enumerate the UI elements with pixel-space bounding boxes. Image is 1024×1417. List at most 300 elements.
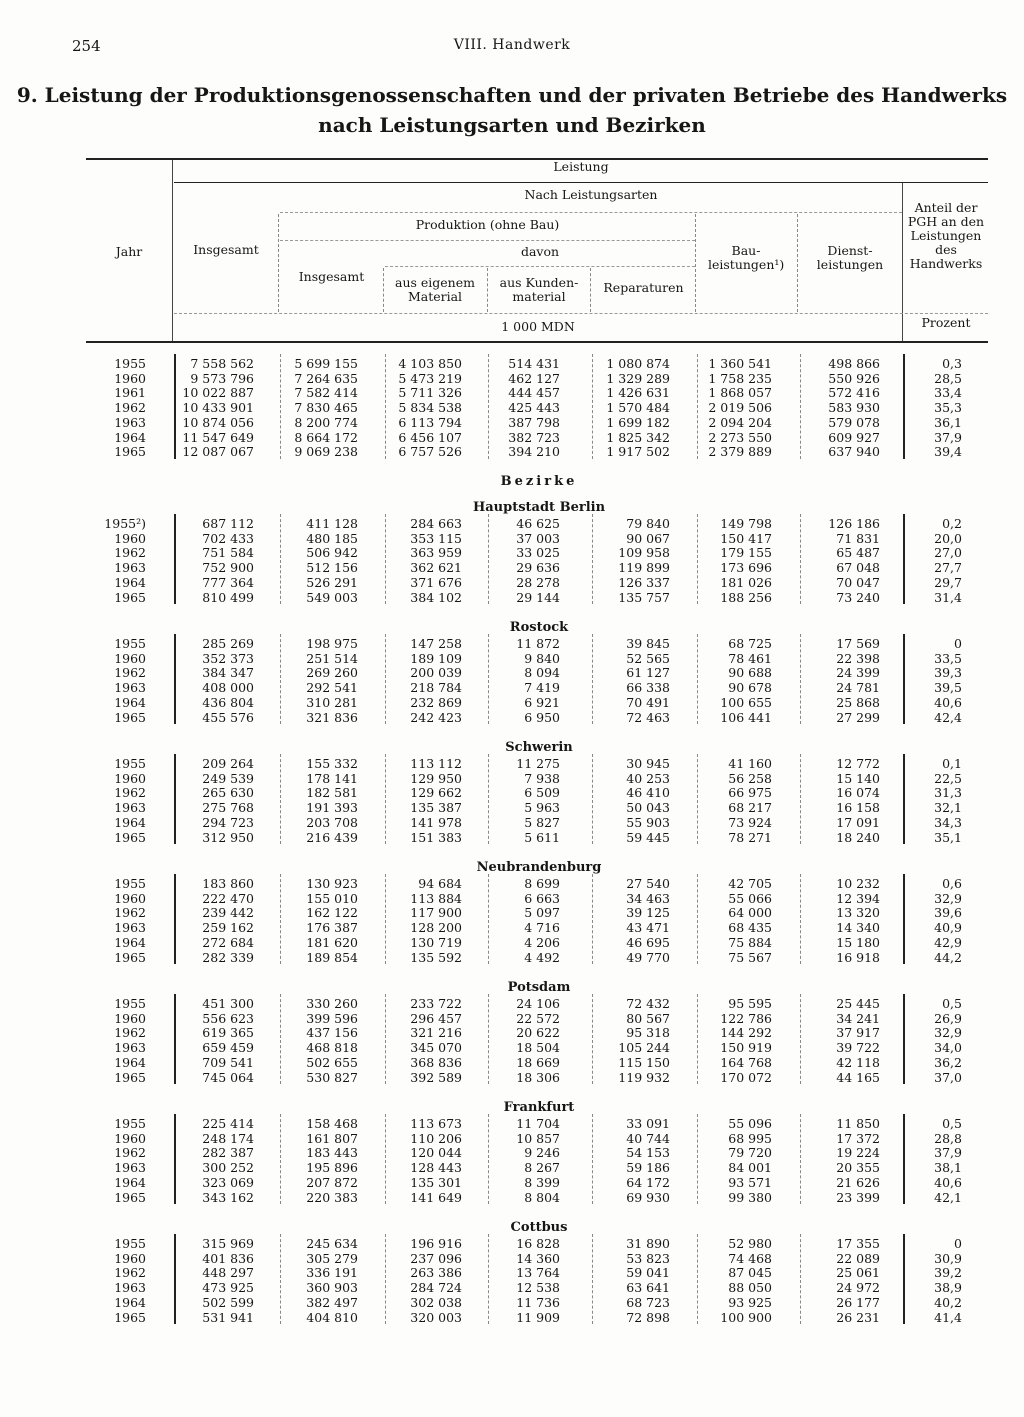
cell-reparaturen: 53 823 [626,1250,670,1266]
table-row [0,921,1024,935]
cell-kunden-material: 11 736 [516,1294,560,1310]
cell-prod-insgesamt: 310 281 [306,694,358,710]
cell-reparaturen: 46 695 [626,934,670,950]
cell-kunden-material: 9 840 [524,650,560,666]
header-divider-year [172,160,173,341]
cell-dienstleistungen: 70 047 [836,574,880,590]
table-row [0,517,1024,531]
cell-bauleistungen: 93 925 [728,1294,772,1310]
cell-reparaturen: 80 567 [626,1010,670,1026]
cell-anteil-pgh: 39,2 [934,1265,962,1281]
cell-year: 1963 [114,560,146,576]
cell-dienstleistungen: 18 240 [836,829,880,845]
cell-prod-insgesamt: 382 497 [306,1294,358,1310]
cell-dienstleistungen: 22 089 [836,1250,880,1266]
cell-dienstleistungen: 27 299 [836,709,880,725]
cell-insgesamt: 259 162 [202,920,254,936]
cell-insgesamt: 10 874 056 [182,414,254,430]
cell-year: 1960 [114,1250,146,1266]
cell-insgesamt: 556 623 [202,1010,254,1026]
table-row [0,561,1024,575]
cell-year: 1962 [114,905,146,921]
cell-year: 1963 [114,1280,146,1296]
cell-prod-insgesamt: 162 122 [306,905,358,921]
cell-bauleistungen: 55 066 [728,890,772,906]
cell-kunden-material: 6 663 [524,890,560,906]
cell-dienstleistungen: 21 626 [836,1174,880,1190]
table-row [0,546,1024,560]
header-divider-dienst [797,214,798,312]
cell-year: 1960 [114,530,146,546]
cell-eigen-material: 110 206 [410,1130,462,1146]
cell-dienstleistungen: 12 772 [836,756,880,771]
cell-kunden-material: 444 457 [508,385,560,401]
cell-bauleistungen: 78 271 [728,829,772,845]
cell-prod-insgesamt: 245 634 [306,1236,358,1251]
cell-kunden-material: 8 699 [524,876,560,891]
cell-anteil-pgh: 0,1 [942,756,962,771]
cell-eigen-material: 151 383 [410,829,462,845]
cell-prod-insgesamt: 181 620 [306,934,358,950]
table-row [0,416,1024,430]
cell-dienstleistungen: 10 232 [836,876,880,891]
cell-anteil-pgh: 40,6 [934,1174,962,1190]
col-header-dienstleistungen: Dienst-leistungen [816,243,884,272]
header-divider-kunden [487,268,488,312]
cell-eigen-material: 284 663 [410,516,462,531]
cell-year: 1963 [114,680,146,696]
cell-reparaturen: 119 899 [618,560,670,576]
cell-year: 1962 [114,1265,146,1281]
cell-insgesamt: 9 573 796 [190,370,254,386]
cell-insgesamt: 448 297 [202,1265,254,1281]
table-row [0,1296,1024,1310]
cell-bauleistungen: 188 256 [720,589,772,605]
cell-dienstleistungen: 16 918 [836,949,880,965]
cell-bauleistungen: 149 798 [720,516,772,531]
table-row [0,816,1024,830]
cell-anteil-pgh: 0 [954,1236,962,1251]
cell-kunden-material: 24 106 [516,996,560,1011]
cell-anteil-pgh: 44,2 [934,949,962,965]
cell-insgesamt: 436 804 [202,694,254,710]
cell-anteil-pgh: 39,5 [934,680,962,696]
cell-reparaturen: 115 150 [618,1054,670,1070]
cell-reparaturen: 90 067 [626,530,670,546]
cell-anteil-pgh: 28,8 [934,1130,962,1146]
cell-eigen-material: 321 216 [410,1025,462,1041]
cell-eigen-material: 128 200 [410,920,462,936]
cell-kunden-material: 5 097 [524,905,560,921]
cell-kunden-material: 16 828 [516,1236,560,1251]
cell-eigen-material: 5 473 219 [398,370,462,386]
cell-anteil-pgh: 0,3 [942,356,962,371]
cell-year: 1965 [114,829,146,845]
cell-eigen-material: 6 757 526 [398,444,462,460]
cell-year: 1955²) [104,516,146,531]
cell-dienstleistungen: 23 399 [836,1189,880,1205]
cell-prod-insgesamt: 216 439 [306,829,358,845]
cell-eigen-material: 113 884 [410,890,462,906]
cell-eigen-material: 371 676 [410,574,462,590]
cell-year: 1964 [114,429,146,445]
cell-kunden-material: 11 275 [516,756,560,771]
cell-anteil-pgh: 0,2 [942,516,962,531]
cell-reparaturen: 49 770 [626,949,670,965]
cell-dienstleistungen: 25 061 [836,1265,880,1281]
cell-kunden-material: 11 872 [516,636,560,651]
table-row [0,801,1024,815]
cell-eigen-material: 353 115 [410,530,462,546]
cell-eigen-material: 296 457 [410,1010,462,1026]
cell-kunden-material: 6 509 [524,785,560,801]
cell-eigen-material: 5 834 538 [398,400,462,416]
cell-reparaturen: 1 699 182 [606,414,670,430]
cell-kunden-material: 18 306 [516,1069,560,1085]
table-row [0,786,1024,800]
cell-anteil-pgh: 22,5 [934,770,962,786]
cell-bauleistungen: 52 980 [728,1236,772,1251]
cell-eigen-material: 113 673 [410,1116,462,1131]
cell-reparaturen: 1 080 874 [606,356,670,371]
cell-reparaturen: 66 338 [626,680,670,696]
table-row [0,357,1024,371]
unit-rule [174,313,988,314]
cell-eigen-material: 232 869 [410,694,462,710]
cell-year: 1963 [114,1040,146,1056]
cell-eigen-material: 120 044 [410,1145,462,1161]
cell-dienstleistungen: 42 118 [836,1054,880,1070]
cell-anteil-pgh: 42,1 [934,1189,962,1205]
cell-prod-insgesamt: 468 818 [306,1040,358,1056]
cell-bauleistungen: 181 026 [720,574,772,590]
cell-year: 1965 [114,1189,146,1205]
table-row [0,1117,1024,1131]
cell-prod-insgesamt: 203 708 [306,814,358,830]
cell-kunden-material: 4 492 [524,949,560,965]
cell-insgesamt: 659 459 [202,1040,254,1056]
cell-eigen-material: 284 724 [410,1280,462,1296]
cell-dienstleistungen: 579 078 [828,414,880,430]
cell-bauleistungen: 170 072 [720,1069,772,1085]
cell-reparaturen: 46 410 [626,785,670,801]
cell-anteil-pgh: 31,4 [934,589,962,605]
cell-prod-insgesamt: 7 582 414 [294,385,358,401]
cell-kunden-material: 8 094 [524,665,560,681]
cell-prod-insgesamt: 207 872 [306,1174,358,1190]
cell-year: 1963 [114,1160,146,1176]
table-row [0,1311,1024,1325]
cell-eigen-material: 263 386 [410,1265,462,1281]
cell-reparaturen: 72 898 [626,1309,670,1325]
cell-prod-insgesamt: 182 581 [306,785,358,801]
cell-insgesamt: 10 022 887 [182,385,254,401]
cell-eigen-material: 345 070 [410,1040,462,1056]
cell-prod-insgesamt: 178 141 [306,770,358,786]
cell-bauleistungen: 150 417 [720,530,772,546]
cell-dienstleistungen: 637 940 [828,444,880,460]
cell-insgesamt: 248 174 [202,1130,254,1146]
cell-bauleistungen: 2 379 889 [708,444,772,460]
cell-kunden-material: 387 798 [508,414,560,430]
cell-anteil-pgh: 28,5 [934,370,962,386]
cell-anteil-pgh: 39,6 [934,905,962,921]
col-header-produktion: Produktion (ohne Bau) [415,217,560,232]
cell-insgesamt: 709 541 [202,1054,254,1070]
cell-insgesamt: 323 069 [202,1174,254,1190]
cell-year: 1964 [114,934,146,950]
cell-prod-insgesamt: 336 191 [306,1265,358,1281]
table-row [0,431,1024,445]
cell-anteil-pgh: 27,0 [934,545,962,561]
cell-reparaturen: 30 945 [626,756,670,771]
cell-insgesamt: 10 433 901 [182,400,254,416]
cell-eigen-material: 129 950 [410,770,462,786]
col-header-anteil-pgh: Anteil der PGH an den Leistungen des Handwerks [907,200,985,271]
cell-dienstleistungen: 12 394 [836,890,880,906]
cell-anteil-pgh: 32,9 [934,1025,962,1041]
table-row [0,576,1024,590]
cell-dienstleistungen: 498 866 [828,356,880,371]
unit-label-mdn: 1 000 MDN [501,319,575,334]
col-header-davon: davon [520,244,560,259]
cell-dienstleistungen: 25 445 [836,996,880,1011]
cell-year: 1960 [114,770,146,786]
cell-year: 1965 [114,444,146,460]
cell-anteil-pgh: 38,9 [934,1280,962,1296]
cell-kunden-material: 11 704 [516,1116,560,1131]
cell-dienstleistungen: 39 722 [836,1040,880,1056]
cell-insgesamt: 12 087 067 [182,444,254,460]
cell-anteil-pgh: 32,1 [934,800,962,816]
cell-reparaturen: 61 127 [626,665,670,681]
table-row [0,591,1024,605]
cell-year: 1964 [114,574,146,590]
cell-bauleistungen: 144 292 [720,1025,772,1041]
cell-year: 1955 [114,636,146,651]
cell-kunden-material: 10 857 [516,1130,560,1146]
cell-anteil-pgh: 0,5 [942,1116,962,1131]
header-divider-anteil [902,182,903,341]
cell-anteil-pgh: 32,9 [934,890,962,906]
cell-reparaturen: 33 091 [626,1116,670,1131]
cell-prod-insgesamt: 437 156 [306,1025,358,1041]
cell-bauleistungen: 100 900 [720,1309,772,1325]
cell-reparaturen: 34 463 [626,890,670,906]
cell-dienstleistungen: 572 416 [828,385,880,401]
cell-bauleistungen: 75 567 [728,949,772,965]
cell-bauleistungen: 1 360 541 [708,356,772,371]
cell-anteil-pgh: 36,2 [934,1054,962,1070]
cell-bauleistungen: 164 768 [720,1054,772,1070]
cell-reparaturen: 1 426 631 [606,385,670,401]
cell-dienstleistungen: 15 180 [836,934,880,950]
cell-year: 1960 [114,370,146,386]
table-row [0,1191,1024,1205]
cell-prod-insgesamt: 292 541 [306,680,358,696]
cell-prod-insgesamt: 220 383 [306,1189,358,1205]
cell-year: 1955 [114,1236,146,1251]
cell-reparaturen: 54 153 [626,1145,670,1161]
cell-insgesamt: 751 584 [202,545,254,561]
cell-insgesamt: 7 558 562 [190,356,254,371]
cell-year: 1964 [114,1294,146,1310]
cell-dienstleistungen: 550 926 [828,370,880,386]
cell-anteil-pgh: 0 [954,636,962,651]
cell-year: 1965 [114,1309,146,1325]
cell-insgesamt: 209 264 [202,756,254,771]
cell-dienstleistungen: 20 355 [836,1160,880,1176]
cell-dienstleistungen: 73 240 [836,589,880,605]
cell-bauleistungen: 73 924 [728,814,772,830]
cell-kunden-material: 4 716 [524,920,560,936]
cell-eigen-material: 320 003 [410,1309,462,1325]
cell-bauleistungen: 99 380 [728,1189,772,1205]
cell-anteil-pgh: 0,6 [942,876,962,891]
cell-eigen-material: 200 039 [410,665,462,681]
cell-reparaturen: 70 491 [626,694,670,710]
cell-bauleistungen: 87 045 [728,1265,772,1281]
cell-reparaturen: 50 043 [626,800,670,816]
table-row [0,1176,1024,1190]
cell-kunden-material: 29 636 [516,560,560,576]
cell-prod-insgesamt: 321 836 [306,709,358,725]
table-row [0,997,1024,1011]
cell-kunden-material: 37 003 [516,530,560,546]
cell-insgesamt: 315 969 [202,1236,254,1251]
cell-bauleistungen: 68 995 [728,1130,772,1146]
cell-prod-insgesamt: 7 830 465 [294,400,358,416]
cell-kunden-material: 12 538 [516,1280,560,1296]
cell-insgesamt: 239 442 [202,905,254,921]
cell-eigen-material: 196 916 [410,1236,462,1251]
cell-insgesamt: 275 768 [202,800,254,816]
cell-reparaturen: 72 432 [626,996,670,1011]
cell-eigen-material: 128 443 [410,1160,462,1176]
cell-kunden-material: 4 206 [524,934,560,950]
cell-insgesamt: 294 723 [202,814,254,830]
cell-year: 1965 [114,1069,146,1085]
cell-eigen-material: 6 113 794 [398,414,462,430]
section-heading: Hauptstadt Berlin [472,500,606,515]
cell-insgesamt: 11 547 649 [182,429,254,445]
cell-reparaturen: 1 917 502 [606,444,670,460]
cell-anteil-pgh: 41,4 [934,1309,962,1325]
cell-anteil-pgh: 38,1 [934,1160,962,1176]
cell-dienstleistungen: 24 781 [836,680,880,696]
cell-prod-insgesamt: 269 260 [306,665,358,681]
cell-reparaturen: 64 172 [626,1174,670,1190]
cell-bauleistungen: 2 273 550 [708,429,772,445]
cell-eigen-material: 4 103 850 [398,356,462,371]
cell-anteil-pgh: 35,1 [934,829,962,845]
cell-kunden-material: 394 210 [508,444,560,460]
cell-anteil-pgh: 39,3 [934,665,962,681]
cell-reparaturen: 1 570 484 [606,400,670,416]
cell-insgesamt: 408 000 [202,680,254,696]
cell-eigen-material: 141 649 [410,1189,462,1205]
cell-reparaturen: 59 445 [626,829,670,845]
cell-eigen-material: 130 719 [410,934,462,950]
cell-year: 1962 [114,545,146,561]
cell-kunden-material: 514 431 [508,356,560,371]
table-row [0,1266,1024,1280]
cell-anteil-pgh: 34,0 [934,1040,962,1056]
table-row [0,772,1024,786]
cell-dienstleistungen: 37 917 [836,1025,880,1041]
cell-insgesamt: 352 373 [202,650,254,666]
unit-label-prozent: Prozent [921,315,971,330]
cell-prod-insgesamt: 251 514 [306,650,358,666]
cell-insgesamt: 752 900 [202,560,254,576]
cell-year: 1962 [114,400,146,416]
cell-dienstleistungen: 15 140 [836,770,880,786]
cell-year: 1955 [114,756,146,771]
cell-prod-insgesamt: 9 069 238 [294,444,358,460]
cell-prod-insgesamt: 530 827 [306,1069,358,1085]
cell-kunden-material: 28 278 [516,574,560,590]
cell-bauleistungen: 106 441 [720,709,772,725]
cell-dienstleistungen: 26 231 [836,1309,880,1325]
cell-eigen-material: 218 784 [410,680,462,696]
table-row [0,1056,1024,1070]
cell-reparaturen: 63 641 [626,1280,670,1296]
cell-prod-insgesamt: 191 393 [306,800,358,816]
cell-dienstleistungen: 17 355 [836,1236,880,1251]
cell-reparaturen: 52 565 [626,650,670,666]
cell-dienstleistungen: 126 186 [828,516,880,531]
table-row [0,1071,1024,1085]
cell-dienstleistungen: 609 927 [828,429,880,445]
cell-prod-insgesamt: 155 332 [306,756,358,771]
cell-kunden-material: 8 399 [524,1174,560,1190]
col-header-insgesamt: Insgesamt [193,242,259,257]
cell-prod-insgesamt: 506 942 [306,545,358,561]
cell-kunden-material: 9 246 [524,1145,560,1161]
cell-insgesamt: 300 252 [202,1160,254,1176]
cell-anteil-pgh: 40,6 [934,694,962,710]
col-header-nach-leistungsarten: Nach Leistungsarten [524,187,658,202]
cell-insgesamt: 225 414 [202,1116,254,1131]
cell-reparaturen: 135 757 [618,589,670,605]
table-row [0,652,1024,666]
cell-anteil-pgh: 37,0 [934,1069,962,1085]
cell-prod-insgesamt: 7 264 635 [294,370,358,386]
cell-dienstleistungen: 44 165 [836,1069,880,1085]
cell-anteil-pgh: 29,7 [934,574,962,590]
cell-year: 1964 [114,694,146,710]
cell-insgesamt: 343 162 [202,1189,254,1205]
cell-prod-insgesamt: 502 655 [306,1054,358,1070]
cell-dienstleistungen: 17 372 [836,1130,880,1146]
cell-prod-insgesamt: 399 596 [306,1010,358,1026]
bezirke-heading: Bezirke [500,474,578,489]
cell-anteil-pgh: 33,4 [934,385,962,401]
cell-prod-insgesamt: 158 468 [306,1116,358,1131]
table-row [0,1132,1024,1146]
cell-anteil-pgh: 37,9 [934,429,962,445]
cell-insgesamt: 777 364 [202,574,254,590]
cell-reparaturen: 39 845 [626,636,670,651]
cell-insgesamt: 222 470 [202,890,254,906]
cell-eigen-material: 362 621 [410,560,462,576]
chapter-heading: VIII. Handwerk [453,37,571,53]
cell-eigen-material: 237 096 [410,1250,462,1266]
table-row [0,1041,1024,1055]
cell-year: 1960 [114,1130,146,1146]
cell-kunden-material: 6 921 [524,694,560,710]
cell-dienstleistungen: 24 972 [836,1280,880,1296]
